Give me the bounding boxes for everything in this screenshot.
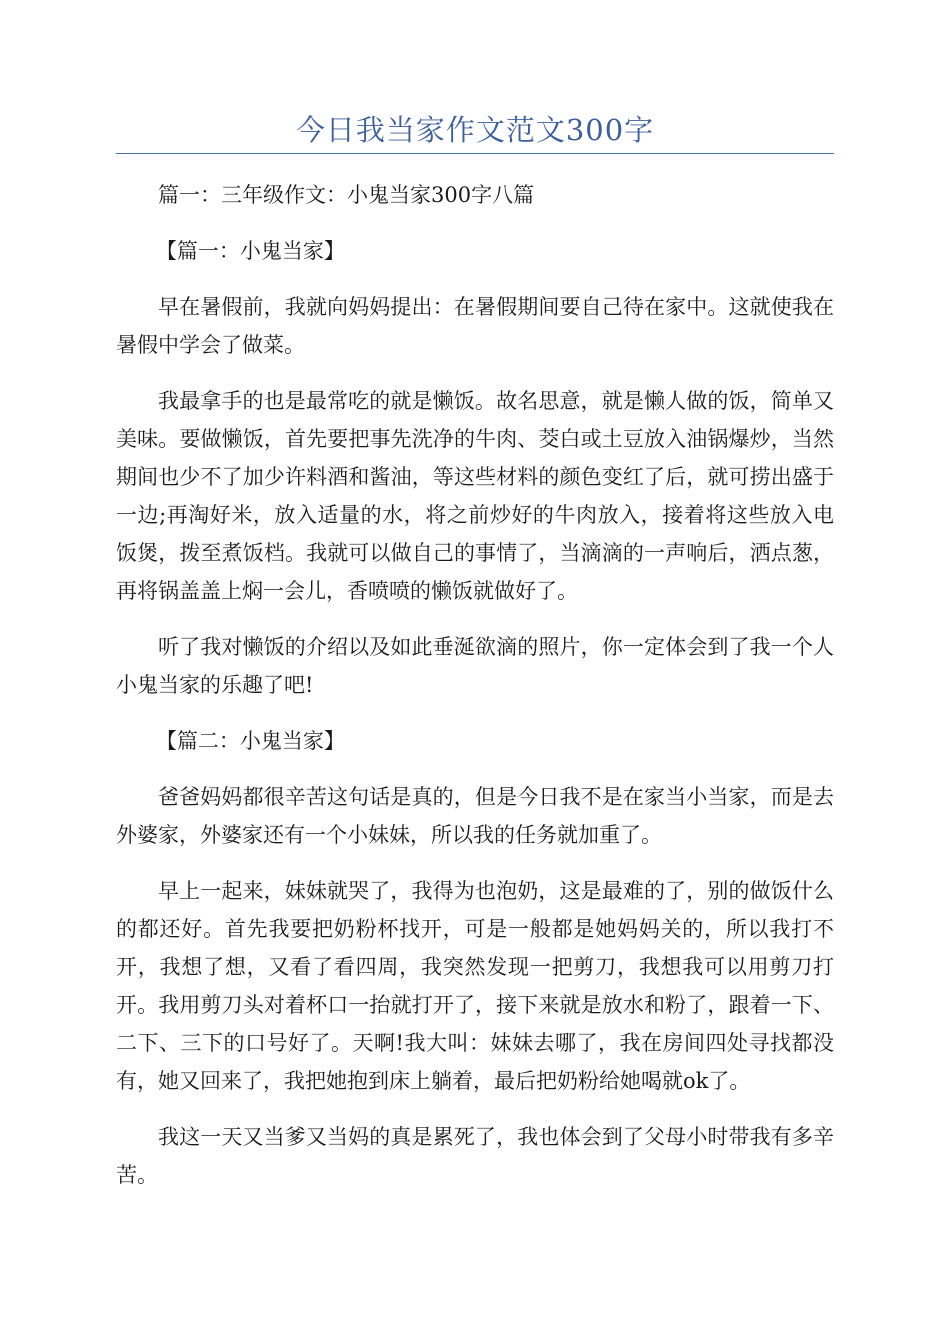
- document-title: 今日我当家作文范文300字: [295, 113, 655, 147]
- paragraph: 早上一起来，妹妹就哭了，我得为也泡奶，这是最难的了，别的做饭什么的都还好。首先我要把奶粉杯找开，可是一般都是她妈妈关的，所以我打不开，我想了想，又看了看四周，我突然发现一把剪刀，我想我可以用剪刀打开。我用剪刀头对着杯口一抬就打开了，接下来就是放水和粉了，跟着一下、二下、三下的口号好了。天啊!我大叫：妹妹去哪了，我在房间四处寻找都没有，她又回来了，我把她抱到床上躺着，最后把奶粉给她喝就ok了。: [116, 879, 834, 1093]
- document-body: [116, 176, 834, 1212]
- section-subtitle: 篇一：三年级作文：小鬼当家300字八篇: [158, 183, 535, 207]
- paragraph: 我这一天又当爹又当妈的真是累死了，我也体会到了父母小时带我有多辛苦。: [116, 1125, 834, 1187]
- paragraph: 我最拿手的也是最常吃的就是懒饭。故名思意，就是懒人做的饭，简单又美味。要做懒饭，首先要把事先洗净的牛肉、茭白或土豆放入油锅爆炒，当然期间也少不了加少许料酒和酱油，等这些材料的颜色变红了后，就可捞出盛于一边;再淘好米，放入适量的水，将之前炒好的牛肉放入，接着将这些放入电饭煲，拨至煮饭档。我就可以做自己的事情了，当滴滴的一声响后，洒点葱，再将锅盖盖上焖一会儿，香喷喷的懒饭就做好了。: [116, 389, 834, 603]
- document-page: [116, 0, 834, 1344]
- article-heading-2: 【篇二：小鬼当家】: [155, 729, 345, 753]
- article-heading-1: 【篇一：小鬼当家】: [155, 239, 345, 263]
- paragraph: 爸爸妈妈都很辛苦这句话是真的，但是今日我不是在家当小当家，而是去外婆家，外婆家还有一个小妹妹，所以我的任务就加重了。: [116, 785, 834, 847]
- paragraph: 早在暑假前，我就向妈妈提出：在暑假期间要自己待在家中。这就使我在暑假中学会了做菜。: [116, 295, 834, 357]
- paragraph: 听了我对懒饭的介绍以及如此垂涎欲滴的照片，你一定体会到了我一个人小鬼当家的乐趣了吧!: [116, 635, 834, 697]
- title-divider: [116, 153, 834, 154]
